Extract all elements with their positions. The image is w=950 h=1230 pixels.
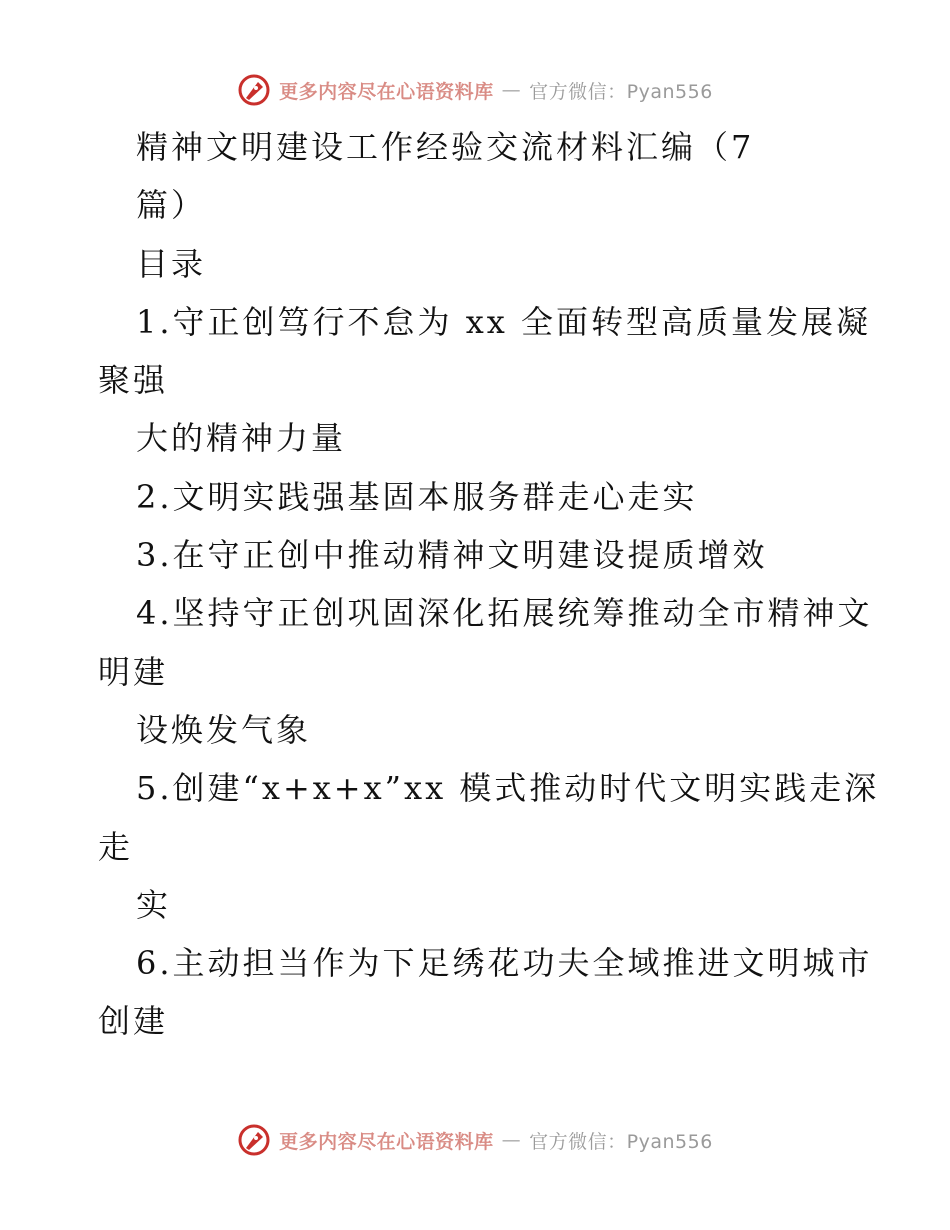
document-body bbox=[98, 118, 880, 1051]
toc-item-1-line-3: 大的精神力量 bbox=[136, 419, 347, 458]
watermark-dash: — bbox=[501, 1129, 522, 1151]
pen-nib-logo-icon bbox=[237, 1123, 271, 1157]
toc-item-4-line-3: 设焕发气象 bbox=[136, 710, 312, 749]
toc-item-3: 3.在守正创中推动精神文明建设提质增效 bbox=[136, 536, 768, 575]
toc-item-6-line-1: 6.主动担当作为下足绣花功夫全域推进文明城市 bbox=[136, 944, 873, 983]
toc-item-5-line-3: 实 bbox=[136, 885, 172, 924]
header-watermark bbox=[0, 70, 950, 110]
watermark-main-text: 更多内容尽在心语资料库 bbox=[279, 1130, 494, 1153]
toc-item-2: 2.文明实践强基固本服务群走心走实 bbox=[136, 477, 698, 516]
document-title-line-1: 精神文明建设工作经验交流材料汇编（7 bbox=[136, 128, 755, 166]
toc-heading: 目录 bbox=[136, 244, 207, 283]
document-title-line-2: 篇） bbox=[136, 186, 207, 225]
watermark-dash: — bbox=[501, 79, 522, 101]
toc-item-5-line-2: 走 bbox=[98, 827, 134, 866]
toc-item-1-line-1: 1.守正创笃行不怠为 xx 全面转型高质量发展凝 bbox=[136, 302, 871, 341]
pen-nib-logo-icon bbox=[237, 73, 271, 107]
toc-item-1-line-2: 聚强 bbox=[98, 361, 169, 400]
toc-item-6-line-2: 创建 bbox=[98, 1002, 169, 1041]
watermark-main-text: 更多内容尽在心语资料库 bbox=[279, 80, 494, 103]
watermark-account-text: 官方微信：Pyan556 bbox=[529, 80, 713, 103]
toc-item-4-line-1: 4.坚持守正创巩固深化拓展统筹推动全市精神文 bbox=[136, 594, 873, 633]
footer-watermark bbox=[0, 1120, 950, 1160]
toc-item-5-line-1: 5.创建“x+x+x”xx 模式推动时代文明实践走深 bbox=[136, 769, 880, 808]
toc-item-4-line-2: 明建 bbox=[98, 652, 169, 691]
watermark-account-text: 官方微信：Pyan556 bbox=[529, 1130, 713, 1153]
